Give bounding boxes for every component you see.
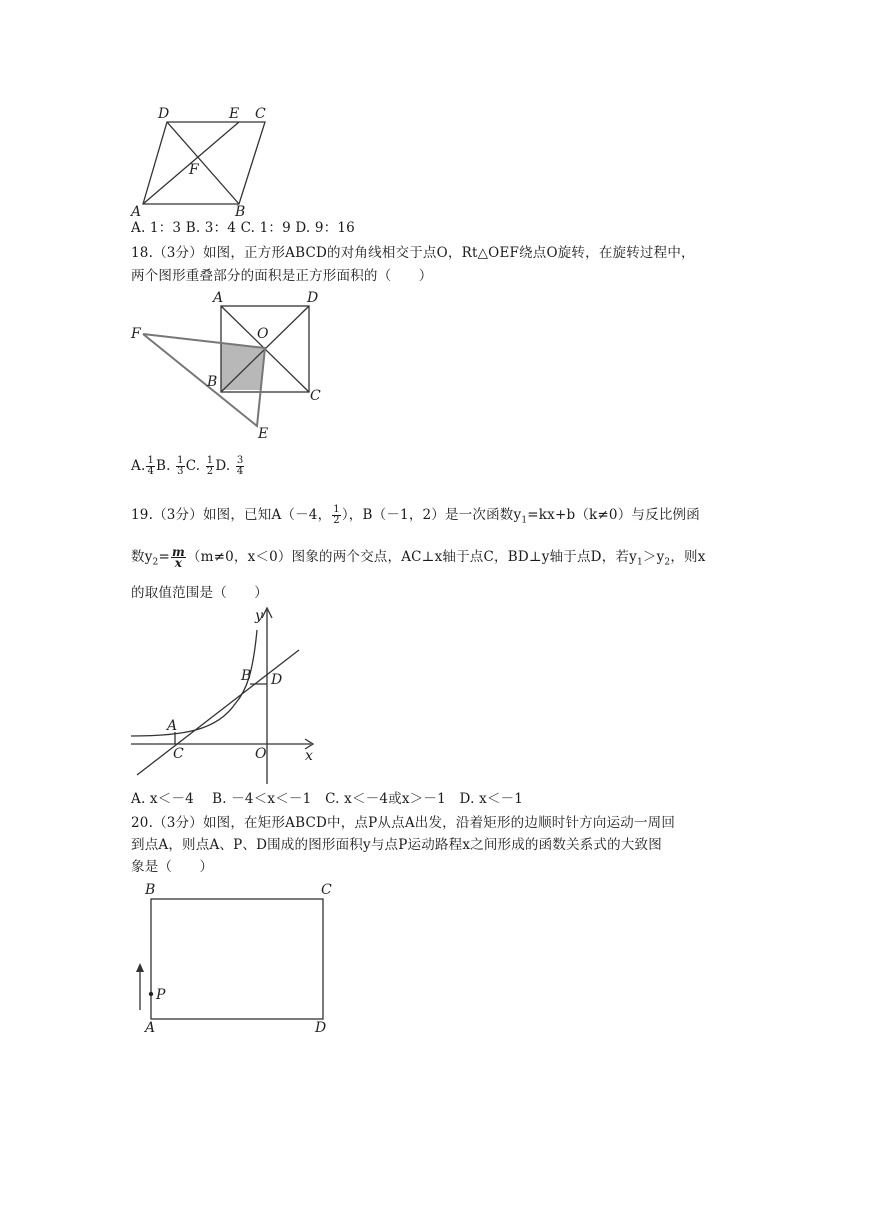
inverse-proportion-curve xyxy=(131,630,257,736)
fraction-three-quarters: $\frac{3}{4}$ xyxy=(236,455,244,477)
fraction-half: $\frac{1}{2}$ xyxy=(206,455,214,477)
label-d: D xyxy=(158,106,170,122)
linear-function-line xyxy=(137,650,299,775)
label-d: D xyxy=(315,1020,327,1036)
label-c: C xyxy=(255,106,266,122)
q17-options: A. 1：3 B. 3：4 C. 1：9 D. 9：16 xyxy=(131,220,355,236)
option-b-label: B. xyxy=(156,458,171,474)
figure-function-graph xyxy=(125,600,330,790)
label-f: F xyxy=(189,162,199,178)
label-b: B xyxy=(145,882,156,898)
label-f: F xyxy=(131,326,141,342)
q19-text-line3: 的取值范围是（ ） xyxy=(131,585,268,601)
label-a: A xyxy=(131,204,142,220)
label-y: y xyxy=(255,608,263,624)
arrow-up-icon xyxy=(136,963,144,972)
q18-text-line2: 两个图形重叠部分的面积是正方形面积的（ ） xyxy=(131,268,433,284)
fraction-m-over-x: $\frac{m}{x}$ xyxy=(171,545,185,570)
label-a: A xyxy=(167,718,178,734)
option-d-label: D. xyxy=(215,458,231,474)
fraction-half: $\frac{1}{2}$ xyxy=(333,504,340,526)
overlap-region xyxy=(221,344,265,390)
label-c: C xyxy=(321,882,332,898)
label-a: A xyxy=(145,1020,156,1036)
label-b: B xyxy=(241,668,252,684)
label-d: D xyxy=(271,672,283,688)
q19-text-line1: 19.（3分）如图，已知A（－4， $\frac{1}{2}$ ），B（－1，2）是一次函数$y_1=kx+b(k\ne 0)$与反比例函 xyxy=(131,504,700,526)
label-x: x xyxy=(305,748,313,764)
label-b: B xyxy=(235,204,246,220)
q18-options xyxy=(131,456,245,477)
figure-square-triangle xyxy=(125,288,335,443)
rectangle-abcd xyxy=(151,899,323,1019)
option-a-label: A. xyxy=(131,458,146,474)
label-b: B xyxy=(207,374,218,390)
fraction-third: $\frac{1}{3}$ xyxy=(177,455,184,477)
q18-text-line1: 18.（3分）如图，正方形ABCD的对角线相交于点O，Rt△OEF绕点O旋转，在旋转过程中， xyxy=(131,245,695,261)
q19-options: A. x＜－4 B. －4＜x＜－1 C. x＜－4或x＞－1 D. x＜－1 xyxy=(131,791,524,807)
label-p: P xyxy=(156,987,166,1003)
label-d: D xyxy=(307,290,319,306)
figure-parallelogram xyxy=(125,100,285,220)
diagonal-db xyxy=(167,122,239,204)
label-c: C xyxy=(173,746,184,762)
parallelogram-abcd xyxy=(143,122,265,204)
label-e: E xyxy=(258,426,269,442)
option-c-label: C. xyxy=(185,458,201,474)
label-a: A xyxy=(213,290,224,306)
label-c: C xyxy=(310,388,321,404)
q20-text-line3: 象是（ ） xyxy=(131,859,214,875)
point-p xyxy=(149,992,153,996)
fraction-quarter: $\frac{1}{4}$ xyxy=(147,455,155,477)
q20-text-line2: 到点A，则点A、P、D围成的图形面积y与点P运动路程x之间形成的函数关系式的大致图 xyxy=(131,837,662,853)
label-o: O xyxy=(257,326,269,342)
figure-rectangle-path xyxy=(125,880,340,1040)
label-e: E xyxy=(229,106,240,122)
label-o: O xyxy=(255,746,267,762)
q20-text-line1: 20.（3分）如图，在矩形ABCD中，点P从点A出发，沿着矩形的边顺时针方向运动一周回 xyxy=(131,815,676,831)
q19-text-line2: 数$y_2=$ $\frac{m}{x}$ （m≠0，x＜0）图象的两个交点，AC⊥x轴于点C，BD⊥y轴于点D，若$y_1>y_2$，则x xyxy=(131,545,706,570)
